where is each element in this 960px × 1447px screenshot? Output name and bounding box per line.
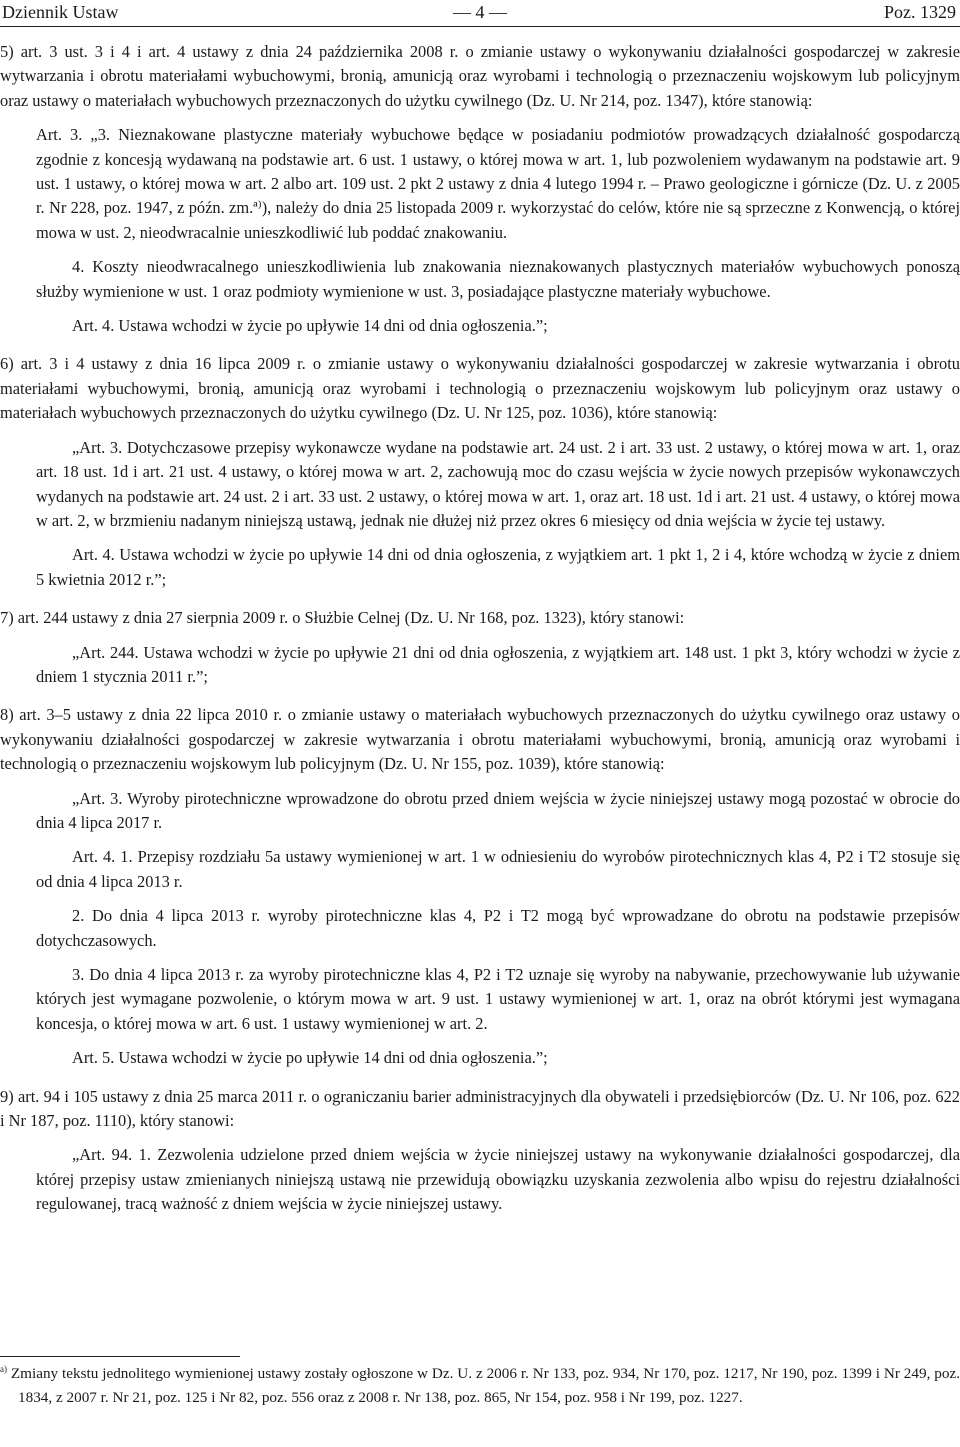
paragraph-gap: [0, 953, 960, 963]
footnote: [0, 1362, 960, 1409]
quoted-paragraph: „Art. 3. Dotychczasowe przepisy wykonawcze wydane na podstawie art. 24 ust. 2 i art. 33 ust. 2 ustawy, o której mowa w art. 1, oraz art. 18 ust. 1d i art. 21 ust. 4 ustawy, o której mowa w art. 2, zachowują moc do czasu wejścia w życie nowych przepisów wykonawczych wydanych na podstawie art. 24 ust. 2 i art. 33 ust. 2 ustawy, o której mowa w art. 1, oraz art. 18 ust. 1d i art. 21 ust. 4 ustawy, o której mowa w art. 2, w brzmieniu nadanym niniejszą ustawą, jednak nie dłużej niż przez okres 6 miesięcy od dnia wejścia w życie tej ustawy.: [36, 437, 960, 530]
paragraph-gap: [0, 245, 960, 255]
quoted-paragraph: 2. Do dnia 4 lipca 2013 r. wyroby pirotechniczne klas 4, P2 i T2 mogą być wprowadzane do obrotu na podstawie przepisów dotychczasowych.: [36, 906, 960, 950]
footnote-text: Zmiany tekstu jednolitego wymienionej ustawy zostały ogłoszone w Dz. U. z 2006 r. Nr 133, poz. 934, Nr 170, poz. 1217, Nr 190, poz. 1399 i Nr 249, poz. 1834, z 2007 r. Nr 21, poz. 125 i Nr 82, poz. 556 oraz z 2008 r. Nr 138, poz. 865, Nr 154, poz. 958 i Nr 199, poz. 1227.: [10, 1365, 960, 1406]
paragraph-gap: [0, 338, 960, 352]
paragraph-gap: [0, 426, 960, 436]
paragraph-gap: [0, 1036, 960, 1046]
position-number: Poz. 1329: [884, 2, 956, 22]
quoted-paragraph: 4. Koszty nieodwracalnego unieszkodliwienia lub znakowania nieznakowanych plastycznych materiałów wybuchowych ponoszą służby wymienione w ust. 1 oraz podmioty wymienione w ust. 3, posiadające plastyczne materiały wybuchowe.: [36, 257, 960, 301]
paragraph-gap: [0, 777, 960, 787]
list-item: 7) art. 244 ustawy z dnia 27 sierpnia 2009 r. o Służbie Celnej (Dz. U. Nr 168, poz. 1323), który stanowi:: [0, 608, 685, 628]
quoted-paragraph: 3. Do dnia 4 lipca 2013 r. za wyroby pirotechniczne klas 4, P2 i T2 uznaje się wyroby na nabywanie, przechowywanie lub używanie których jest wymagane pozwolenie, o którym mowa w art. 9 ust. 1 ustawy wymienionej w art. 1, oraz na obrót którymi jest wymagana koncesja, o której mowa w art. 6 ust. 1 ustawy wymienionej w art. 2.: [36, 965, 960, 1033]
quoted-paragraph: „Art. 244. Ustawa wchodzi w życie po upływie 21 dni od dnia ogłoszenia, z wyjątkiem art. 148 ust. 1 pkt 3, który wchodzi w życie z dniem 1 stycznia 2011 r.”;: [36, 642, 960, 686]
paragraph-gap: [0, 689, 960, 703]
list-item: 8) art. 3–5 ustawy z dnia 22 lipca 2010 r. o zmianie ustawy o materiałach wybuchowych przeznaczonych do użytku cywilnego oraz ustawy o wykonywaniu działalności gospodarczej w zakresie wytwarzania i obrotu materiałami wybuchowymi, bronią, amunicją oraz wyrobami i technologią o przeznaczeniu wojskowym lub policyjnym (Dz. U. Nr 155, poz. 1039), które stanowią:: [0, 705, 960, 774]
header-rule: [0, 26, 960, 27]
quoted-paragraph: Art. 3. „3. Nieznakowane plastyczne materiały wybuchowe będące w posiadaniu podmiotów prowadzących działalność gospodarczą zgodnie z koncesją wydawaną na podstawie art. 6 ust. 1 ustawy, o której mowa w art. 1, lub pozwoleniem wydawanym na podstawie art. 9 ust. 1 ustawy, o której mowa w art. 2 albo art. 109 ust. 2 pkt 2 ustawy z dnia 4 lutego 1994 r. – Prawo geologiczne i górnicze (Dz. U. z 2005 r. Nr 228, poz. 1947, z późn. zm.ª⁾), należy do dnia 25 listopada 2009 r. wykorzystać do celów, które nie są sprzeczne z Konwencją, o której mowa w ust. 2, nieodwracalnie unieszkodliwić lub poddać znakowaniu.: [36, 125, 960, 242]
footnote-rule: [0, 1356, 240, 1357]
list-item: 9) art. 94 i 105 ustawy z dnia 25 marca 2011 r. o ograniczaniu barier administracyjnych dla obywateli i przedsiębiorców (Dz. U. Nr 106, poz. 622 i Nr 187, poz. 1110), który stanowi:: [0, 1086, 960, 1131]
paragraph-gap: [0, 631, 960, 641]
footnotes: [0, 1362, 960, 1409]
document-body: [0, 40, 960, 1217]
paragraph-gap: [0, 835, 960, 845]
footnote-mark: a): [0, 1363, 7, 1374]
paragraph-gap: [0, 304, 960, 314]
page-number: — 4 —: [453, 2, 507, 22]
quoted-paragraph: „Art. 3. Wyroby pirotechniczne wprowadzone do obrotu przed dniem wejścia w życie niniejszej ustawy mogą pozostać w obrocie do dnia 4 lipca 2017 r.: [36, 788, 960, 832]
quoted-paragraph: Art. 5. Ustawa wchodzi w życie po upływie 14 dni od dnia ogłoszenia.”;: [72, 1048, 548, 1068]
quoted-paragraph: Art. 4. Ustawa wchodzi w życie po upływie 14 dni od dnia ogłoszenia, z wyjątkiem art. 1 pkt 1, 2 i 4, które wchodzą w życie z dniem 5 kwietnia 2012 r.”;: [36, 545, 960, 589]
journal-title: Dziennik Ustaw: [2, 2, 119, 22]
list-item: 5) art. 3 ust. 3 i 4 i art. 4 ustawy z dnia 24 października 2008 r. o zmianie ustawy o wykonywaniu działalności gospodarczej w zakresie wytwarzania i obrotu materiałami wybuchowymi, bronią, amunicją oraz wyrobami i technologią o przeznaczeniu wojskowym lub policyjnym oraz ustawy o materiałach wybuchowych przeznaczonych do użytku cywilnego (Dz. U. Nr 214, poz. 1347), które stanowią:: [0, 42, 960, 110]
quoted-paragraph: Art. 4. 1. Przepisy rozdziału 5a ustawy wymienionej w art. 1 w odniesieniu do wyrobów pirotechnicznych klas 4, P2 i T2 stosuje się od dnia 4 lipca 2013 r.: [36, 847, 960, 891]
paragraph-gap: [0, 894, 960, 904]
list-item: 6) art. 3 i 4 ustawy z dnia 16 lipca 2009 r. o zmianie ustawy o wykonywaniu działalności gospodarczej w zakresie wytwarzania i obrotu materiałami wybuchowymi, bronią, amunicją oraz wyrobami i technologią o przeznaczeniu wojskowym lub policyjnym oraz ustawy o materiałach wybuchowych przeznaczonych do użytku cywilnego (Dz. U. Nr 125, poz. 1036), które stanowią:: [0, 354, 960, 423]
paragraph-gap: [0, 1071, 960, 1085]
paragraph-gap: [0, 113, 960, 123]
page-header: [0, 0, 960, 24]
paragraph-gap: [0, 1133, 960, 1143]
quoted-paragraph: Art. 4. Ustawa wchodzi w życie po upływie 14 dni od dnia ogłoszenia.”;: [72, 316, 548, 336]
paragraph-gap: [0, 533, 960, 543]
paragraph-gap: [0, 592, 960, 606]
quoted-paragraph: „Art. 94. 1. Zezwolenia udzielone przed dniem wejścia w życie niniejszej ustawy na wykonywanie działalności gospodarczej, dla której przepisy ustaw zmienianych niniejszą ustawą nie przewidują obowiązku uzyskania zezwolenia albo wpisu do rejestru działalności regulowanej, tracą ważność z dniem wejścia w życie niniejszej ustawy.: [36, 1145, 960, 1214]
